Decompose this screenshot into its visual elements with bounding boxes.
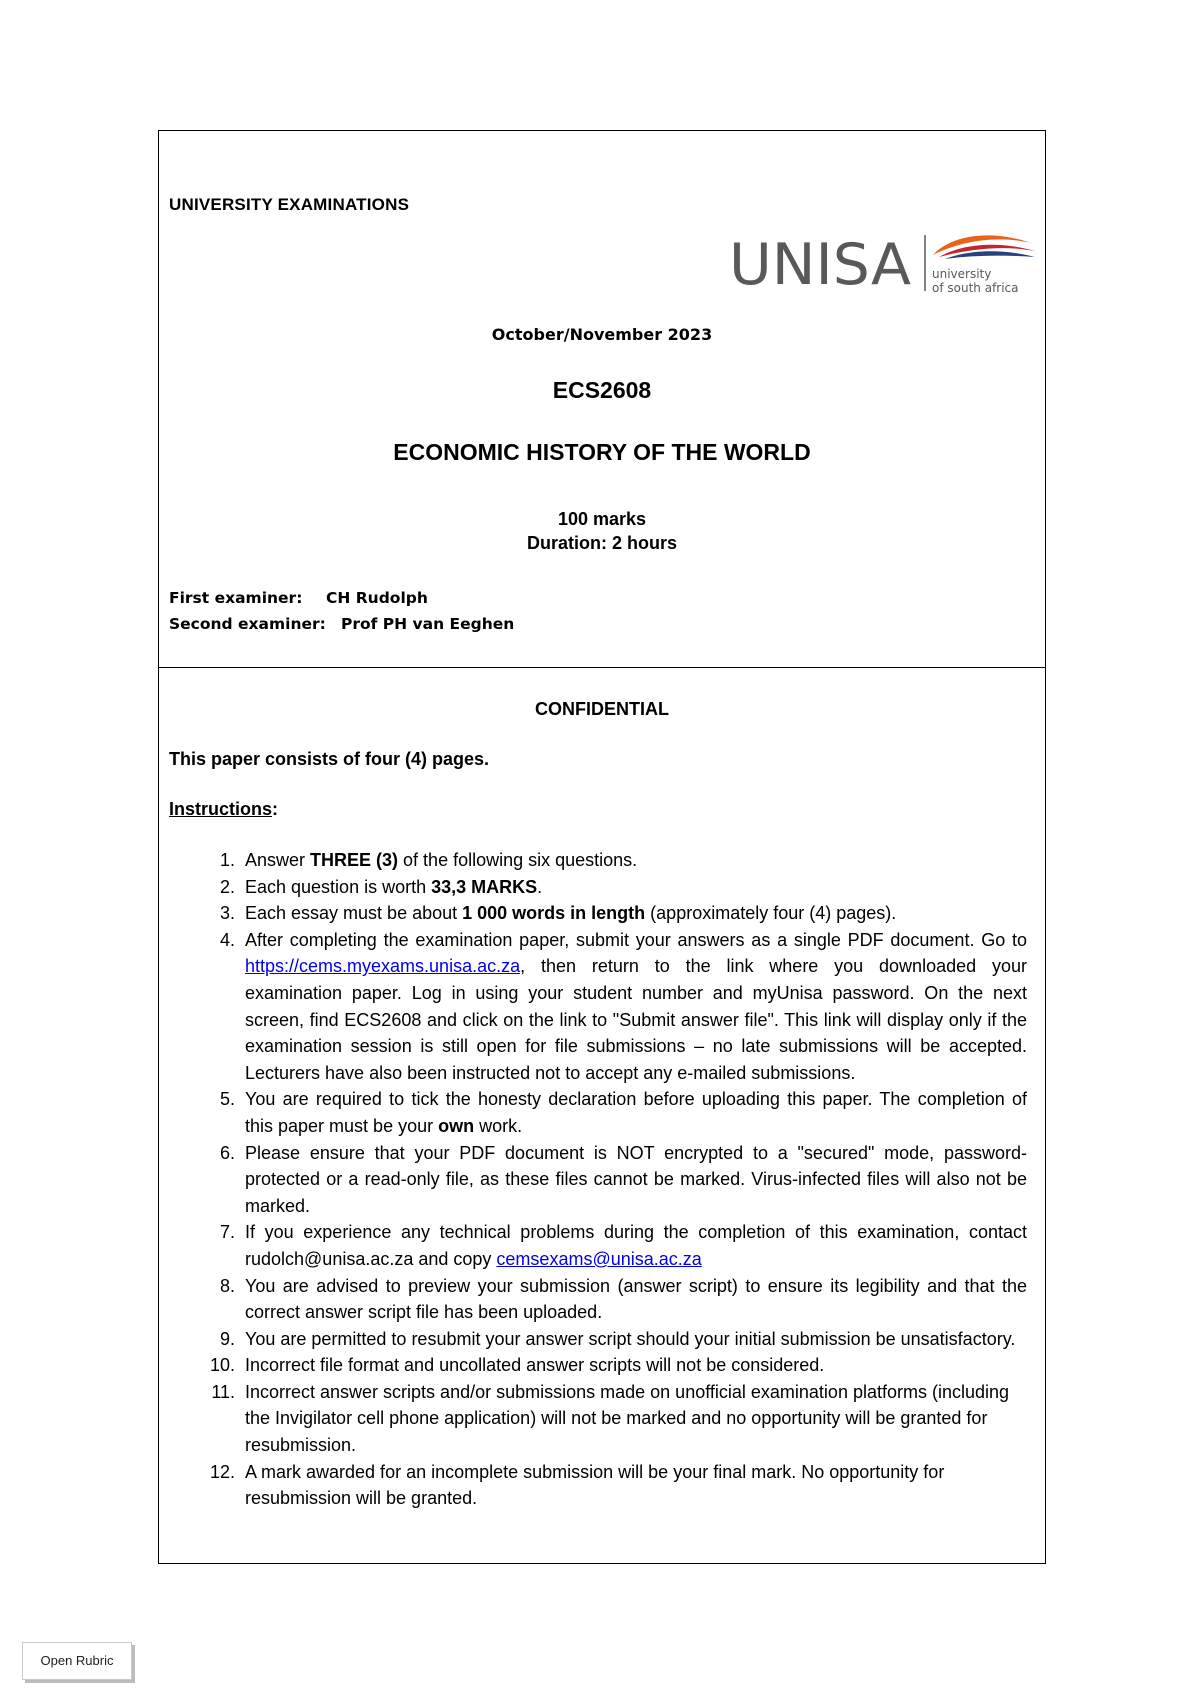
item-text: Each essay must be about <box>245 903 463 924</box>
logo-wordmark: UNISA <box>729 232 912 298</box>
item-text: , then return to the link where you downloaded your examination paper. Log in using your student number and myUnisa password. On the next screen, find ECS2608 and click on the link to "Submit answer file". This link will display only if the examination session is still open for file submissions – no late submissions will be accepted. Lecturers have also been instructed not to accept any e-mailed submissions. <box>245 956 1027 1083</box>
exam-cover-frame <box>158 130 1046 1564</box>
total-marks: 100 marks <box>557 509 647 529</box>
university-examinations-heading: UNIVERSITY EXAMINATIONS <box>169 195 410 214</box>
item-number: 7. <box>219 1222 235 1243</box>
instruction-item <box>159 1219 1027 1272</box>
item-emphasis: 1 000 words in length <box>462 903 646 924</box>
second-examiner <box>169 615 514 633</box>
page-count-note: This paper consists of four (4) pages. <box>169 749 490 769</box>
course-title: ECONOMIC HISTORY OF THE WORLD <box>393 439 811 465</box>
section-divider <box>159 667 1045 668</box>
instruction-item <box>159 1140 1027 1220</box>
first-examiner-label: First examiner: <box>169 589 303 607</box>
item-number: 6. <box>219 1142 235 1163</box>
item-text: of the following six questions. <box>398 850 638 870</box>
item-number: 12. <box>209 1461 235 1482</box>
instructions-heading <box>169 799 278 820</box>
item-text: Each question is worth <box>245 876 432 897</box>
instruction-item <box>159 874 1027 901</box>
item-emphasis: 33,3 MARKS <box>431 876 538 897</box>
second-examiner-name: Prof PH van Eeghen <box>341 615 515 633</box>
item-emphasis: THREE (3) <box>310 850 399 870</box>
item-number: 10. <box>209 1355 235 1376</box>
item-number: 5. <box>219 1089 235 1110</box>
instructions-colon: : <box>272 799 279 819</box>
item-number: 11. <box>211 1381 235 1402</box>
item-number: 9. <box>219 1328 235 1349</box>
item-text: You are required to tick the honesty declaration before uploading this paper. The completion of this paper must be your <box>245 1089 1027 1136</box>
item-text: work. <box>474 1115 523 1136</box>
item-number: 2. <box>219 876 235 897</box>
course-code: ECS2608 <box>552 377 652 403</box>
item-number: 3. <box>219 903 235 924</box>
first-examiner <box>169 589 428 607</box>
instruction-item <box>159 1326 1027 1353</box>
item-emphasis: own <box>438 1115 475 1136</box>
item-text: You are permitted to resubmit your answer script should your initial submission be unsatisfactory. <box>245 1328 1016 1349</box>
item-text: After completing the examination paper, submit your answers as a single PDF document. Go to <box>245 929 1027 950</box>
instructions-list <box>159 847 1027 1512</box>
unisa-logo <box>729 227 1039 299</box>
logo-tagline-2: of south africa <box>932 281 1019 295</box>
instruction-item <box>159 1086 1027 1139</box>
item-text: . <box>537 876 543 897</box>
instructions-label: Instructions <box>169 799 273 819</box>
cemsexams-email-link[interactable]: cemsexams@unisa.ac.za <box>496 1248 702 1269</box>
item-text: (approximately four (4) pages). <box>645 903 897 924</box>
first-examiner-name: CH Rudolph <box>326 589 428 607</box>
instruction-item <box>159 1352 1027 1379</box>
exam-duration: Duration: 2 hours <box>526 533 677 553</box>
logo-tagline-1: university <box>932 267 992 281</box>
instruction-item <box>159 900 1027 927</box>
item-text: A mark awarded for an incomplete submission will be your final mark. No opportunity for resubmission will be granted. <box>245 1461 945 1509</box>
instruction-item <box>159 1273 1027 1326</box>
instruction-item <box>159 1459 1027 1512</box>
instruction-item <box>159 1379 1027 1459</box>
item-text: You are advised to preview your submission (answer script) to ensure its legibility and that the correct answer script file has been uploaded. <box>245 1275 1027 1323</box>
item-text: Incorrect answer scripts and/or submissions made on unofficial examination platforms (including the Invigilator cell phone application) will not be marked and no opportunity will be granted for resubmission. <box>245 1381 1010 1456</box>
item-text: Incorrect file format and uncollated answer scripts will not be considered. <box>245 1355 825 1376</box>
cems-submission-link[interactable]: https://cems.myexams.unisa.ac.za <box>245 956 521 977</box>
item-number: 8. <box>219 1275 235 1296</box>
item-text: If you experience any technical problems during the completion of this examination, contact rudolch@unisa.ac.za and copy <box>245 1222 1027 1269</box>
second-examiner-label: Second examiner: <box>169 615 326 633</box>
instruction-item <box>159 927 1027 1087</box>
item-text: Please ensure that your PDF document is NOT encrypted to a "secured" mode, password-protected or a read-only file, as these files cannot be marked. Virus-infected files will also not be marked. <box>245 1142 1027 1216</box>
confidential-label: CONFIDENTIAL <box>535 699 669 719</box>
item-text: Answer <box>245 850 311 870</box>
exam-session: October/November 2023 <box>491 325 713 344</box>
item-number: 1. <box>219 850 235 870</box>
instruction-item <box>159 847 1027 874</box>
item-number: 4. <box>219 929 235 950</box>
open-rubric-button[interactable]: Open Rubric <box>22 1642 132 1680</box>
